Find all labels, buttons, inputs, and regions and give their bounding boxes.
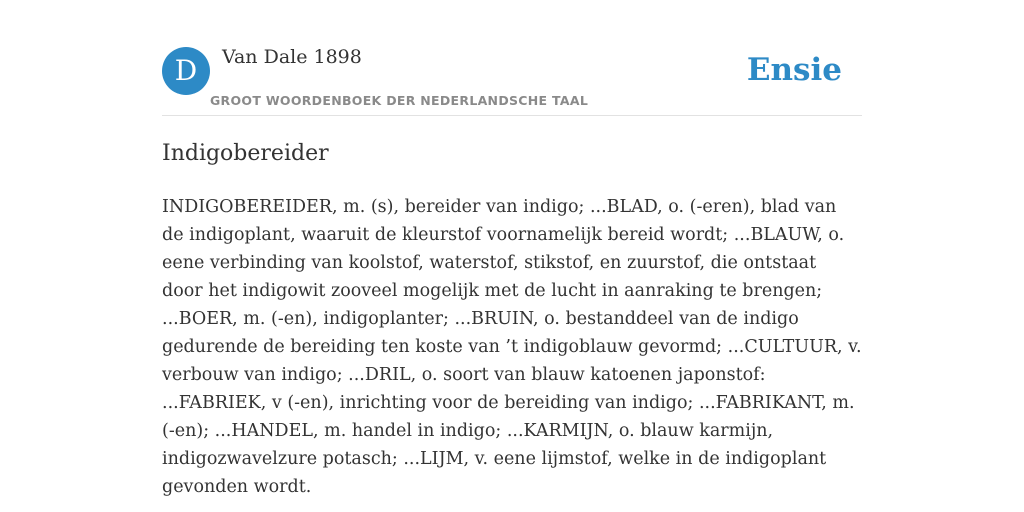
dictionary-card <box>162 0 862 512</box>
source-title[interactable]: Van Dale 1898 <box>222 46 362 68</box>
entry-definition: INDIGOBEREIDER, m. (s), bereider van indigo; ...BLAD, o. (-eren), blad van de indigoplant, waaruit de kleurstof voornamelijk bereid wordt; ...BLAUW, o. eene verbinding van koolstof, waterstof, stikstof, en zuurstof, die ontstaat door het indigowit zooveel mogelijk met de lucht in aanraking te brengen; ...BOER, m. (-en), indigoplanter; ...BRUIN, o. bestanddeel van de indigo gedurende de bereiding ten koste van ’t indigoblauw gevormd; ...CULTUUR, v. verbouw van indigo; ...DRIL, o. soort van blauw katoenen japonstof: ...FABRIEK, v (-en), inrichting voor de bereiding van indigo; ...FABRIKANT, m. (-en); ...HANDEL, m. handel in indigo; ...KARMIJN, o. blauw karmijn, indigozwavelzure potasch; ...LIJM, v. eene lijmstof, welke in de indigoplant gevonden wordt. <box>162 197 862 497</box>
entry-title: Indigobereider <box>162 141 329 166</box>
source-subtitle: GROOT WOORDENBOEK DER NEDERLANDSCHE TAAL <box>210 93 589 108</box>
source-logo[interactable]: D <box>162 47 210 95</box>
ensie-logo[interactable]: Ensie <box>746 52 842 88</box>
card-header <box>162 0 862 116</box>
